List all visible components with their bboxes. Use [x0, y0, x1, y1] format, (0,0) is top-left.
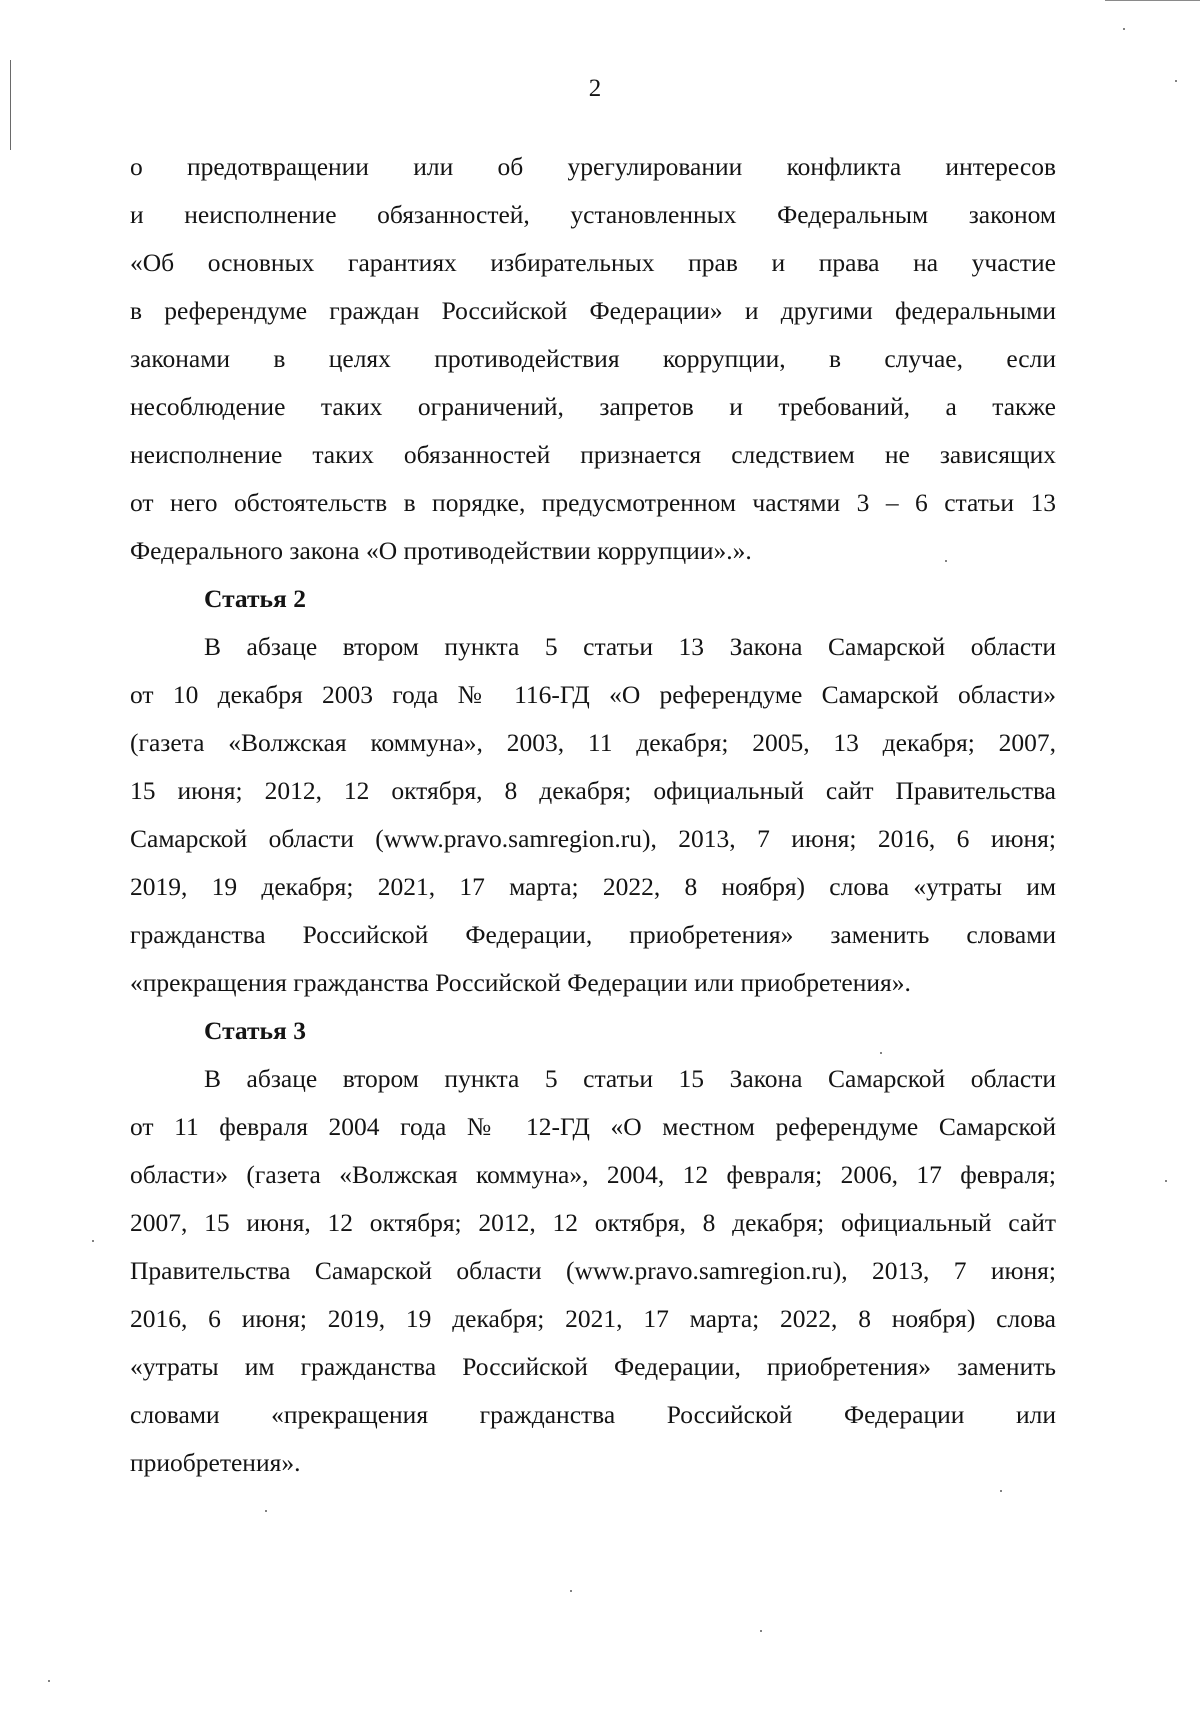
article-2	[130, 575, 1056, 1007]
scan-speck	[760, 1630, 762, 1632]
text-line: приобретения».	[130, 1448, 301, 1477]
text-line: 2019, 19 декабря; 2021, 17 марта; 2022, 8 ноября) слова «утраты им	[130, 872, 1056, 901]
text-line: «Об основных гарантиях избирательных прав и права на участие	[130, 248, 1056, 277]
scan-speck	[1175, 80, 1177, 82]
text-line: от 11 февраля 2004 года № 12-ГД «О местном референдуме Самарской	[130, 1112, 1056, 1141]
text-line: 15 июня; 2012, 12 октября, 8 декабря; официальный сайт Правительства	[130, 776, 1056, 805]
page-number: 2	[588, 75, 602, 102]
text-line: В абзаце втором пункта 5 статьи 13 Закона Самарской области	[204, 632, 1056, 661]
document-body	[130, 143, 1056, 1487]
text-line: области» (газета «Волжская коммуна», 2004, 12 февраля; 2006, 17 февраля;	[130, 1160, 1056, 1189]
text-line: Федерального закона «О противодействии коррупции».».	[130, 536, 752, 565]
text-line: 2016, 6 июня; 2019, 19 декабря; 2021, 17 марта; 2022, 8 ноября) слова	[130, 1304, 1056, 1333]
text-line: (газета «Волжская коммуна», 2003, 11 декабря; 2005, 13 декабря; 2007,	[130, 728, 1056, 757]
text-line: Правительства Самарской области (www.pravo.samregion.ru), 2013, 7 июня;	[130, 1256, 1056, 1285]
text-line: «утраты им гражданства Российской Федерации, приобретения» заменить	[130, 1352, 1056, 1381]
article1-continuation	[130, 143, 1056, 575]
scan-speck	[1000, 1490, 1002, 1492]
article-heading: Статья 3	[204, 1016, 306, 1045]
scan-speck	[265, 1510, 267, 1512]
text-line: словами «прекращения гражданства Российской Федерации или	[130, 1400, 1056, 1429]
text-line: от 10 декабря 2003 года № 116-ГД «О референдуме Самарской области»	[130, 680, 1056, 709]
text-line: от него обстоятельств в порядке, предусмотренном частями 3 – 6 статьи 13	[130, 488, 1056, 517]
scan-speck	[92, 1240, 94, 1242]
scan-speck	[1123, 28, 1125, 30]
article-3	[130, 1007, 1056, 1487]
text-line: законами в целях противодействия коррупции, в случае, если	[130, 344, 1056, 373]
text-line: В абзаце втором пункта 5 статьи 15 Закона Самарской области	[204, 1064, 1056, 1093]
text-line: Самарской области (www.pravo.samregion.ru), 2013, 7 июня; 2016, 6 июня;	[130, 824, 1056, 853]
text-line: несоблюдение таких ограничений, запретов и требований, а также	[130, 392, 1056, 421]
text-line: и неисполнение обязанностей, установленных Федеральным законом	[130, 200, 1056, 229]
text-line: в референдуме граждан Российской Федерации» и другими федеральными	[130, 296, 1056, 325]
scan-speck	[570, 1590, 572, 1592]
scan-edge-left	[10, 60, 11, 150]
article-heading: Статья 2	[204, 584, 306, 613]
text-line: неисполнение таких обязанностей признается следствием не зависящих	[130, 440, 1056, 469]
scan-edge-top	[1105, 0, 1200, 1]
scan-speck	[1165, 1180, 1167, 1182]
text-line: о предотвращении или об урегулировании конфликта интересов	[130, 152, 1056, 181]
scan-speck	[48, 1680, 50, 1682]
text-line: гражданства Российской Федерации, приобретения» заменить словами	[130, 920, 1056, 949]
text-line: 2007, 15 июня, 12 октября; 2012, 12 октября, 8 декабря; официальный сайт	[130, 1208, 1056, 1237]
text-line: «прекращения гражданства Российской Федерации или приобретения».	[130, 968, 911, 997]
